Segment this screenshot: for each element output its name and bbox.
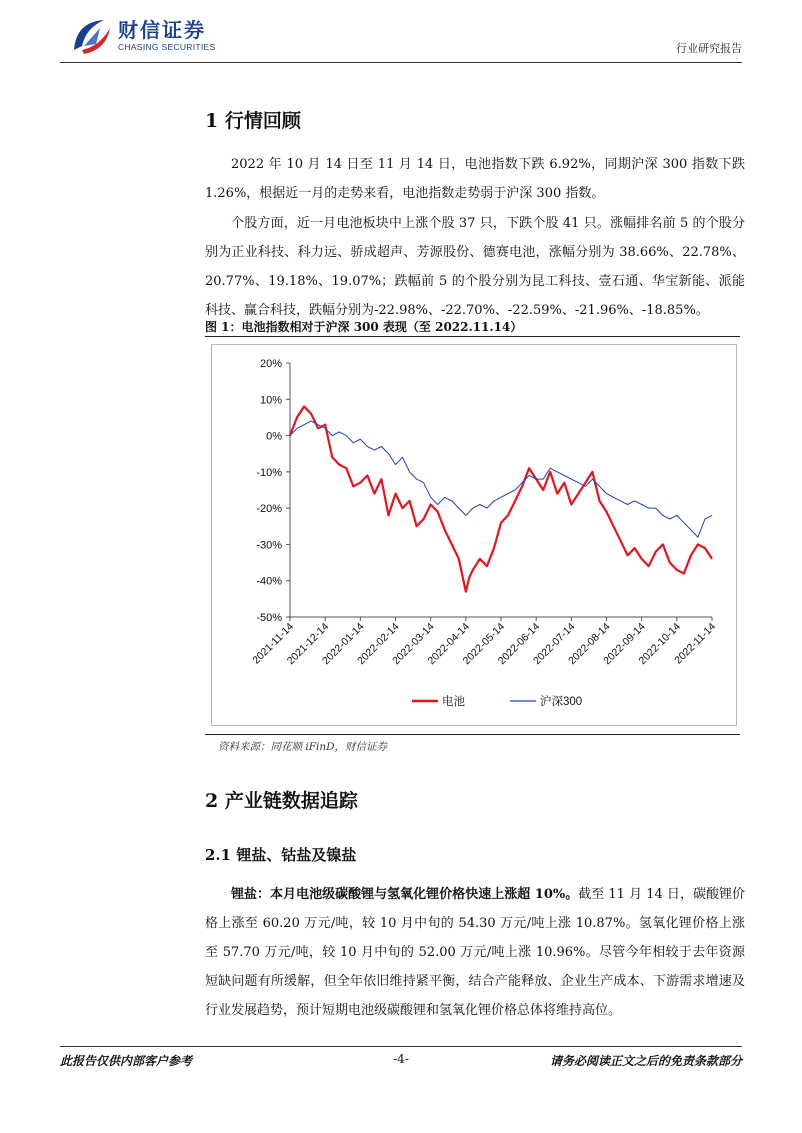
- y-tick-label: -20%: [256, 503, 282, 516]
- paragraph-stocks: [205, 209, 745, 325]
- figure-source: 资料来源：同花顺 iFinD，财信证券: [218, 741, 388, 753]
- footer-disclaimer-left: 此报告仅供内部客户参考: [60, 1054, 193, 1068]
- legend-label: 沪深300: [540, 696, 583, 708]
- footer-divider: [60, 1046, 742, 1047]
- figure-bottom-rule: [205, 734, 740, 735]
- page-number: -4-: [393, 1052, 409, 1066]
- series-line-battery: [290, 407, 712, 592]
- paragraph-market-review: [205, 150, 745, 208]
- legend-label: 电池: [442, 696, 465, 708]
- report-type: 行业研究报告: [676, 42, 742, 55]
- section-2-title: 2 产业链数据追踪: [205, 790, 358, 812]
- x-tick-label: 2022-02-14: [355, 620, 402, 668]
- header-divider: [60, 62, 742, 63]
- y-tick-label: -10%: [256, 466, 282, 479]
- chart-frame: [211, 344, 737, 726]
- x-tick-label: 2022-03-14: [390, 620, 437, 668]
- x-tick-label: 2022-09-14: [601, 620, 648, 668]
- y-tick-label: 10%: [259, 394, 282, 407]
- y-tick-label: 20%: [259, 358, 282, 370]
- y-tick-label: -50%: [256, 612, 282, 624]
- x-tick-label: 2022-08-14: [566, 620, 613, 668]
- x-tick-label: 2022-06-14: [495, 620, 543, 668]
- company-logo-icon: [70, 16, 114, 56]
- series-line-hs300: [290, 421, 712, 537]
- paragraph-stocks-text: 个股方面，近一月电池板块中上涨个股 37 只，下跌个股 41 只。涨幅排名前 5 的个股分别为正业科技、科力远、骄成超声、芳源股份、德赛电池，涨幅分别为 38.66%、22.78%、20.77%、19.18%、19.07%；跌幅前 5 的个股分别为昆工科技、壹石通、华宝新能、派能科技、赢合科技，跌幅分别为-22.98%、-22.70%、-22.59%、-21.96%、-18.85%。: [205, 216, 745, 318]
- y-tick-label: -30%: [256, 539, 282, 552]
- x-tick-label: 2022-05-14: [460, 620, 508, 668]
- paragraph-lithium-text: 截至 11 月 14 日，碳酸锂价格上涨至 60.20 万元/吨，较 10 月中旬的 54.30 万元/吨上涨 10.87%。氢氧化锂价格上涨至 57.70 万元/吨，较 10 月中旬的 52.00 万元/吨上涨 10.96%。尽管今年相较于去年资源短缺问题有所缓解，但全年依旧维持紧平衡，结合产能释放、企业生产成本、下游需求增速及行业发展趋势，预计短期电池级碳酸锂和氢氧化锂价格总体将维持高位。: [205, 887, 745, 1018]
- brand-name-cn: 财信证券: [118, 18, 206, 42]
- x-tick-label: 2021-11-14: [250, 620, 297, 667]
- footer-disclaimer-right: 请务必阅读正文之后的免责条款部分: [549, 1054, 742, 1068]
- figure-top-rule: [205, 336, 740, 337]
- paragraph-lithium: [205, 880, 745, 1025]
- figure-1-caption: 图 1：电池指数相对于沪深 300 表现（至 2022.11.14）: [205, 320, 523, 334]
- x-tick-label: 2022-11-14: [672, 620, 719, 667]
- subsection-2-1-title: 2.1 锂盐、钴盐及镍盐: [205, 846, 357, 864]
- x-tick-label: 2022-01-14: [319, 620, 367, 668]
- x-tick-label: 2022-07-14: [530, 620, 578, 668]
- paragraph-market-review-text: 2022 年 10 月 14 日至 11 月 14 日，电池指数下跌 6.92%，同期沪深 300 指数下跌 1.26%，根据近一月的走势来看，电池指数走势弱于沪深 300 指数。: [205, 157, 745, 201]
- y-tick-label: -40%: [256, 575, 282, 588]
- y-tick-label: 0%: [266, 430, 282, 443]
- brand-name-en: CHASING SECURITIES: [118, 42, 216, 52]
- section-1-title: 1 行情回顾: [205, 110, 301, 132]
- battery-vs-hs300-chart: [212, 345, 736, 725]
- paragraph-lithium-lead: 锂盐：本月电池级碳酸锂与氢氧化锂价格快速上涨超 10%。: [231, 887, 579, 902]
- x-tick-label: 2021-12-14: [284, 620, 332, 668]
- x-tick-label: 2022-10-14: [636, 620, 683, 668]
- x-tick-label: 2022-04-14: [425, 620, 472, 668]
